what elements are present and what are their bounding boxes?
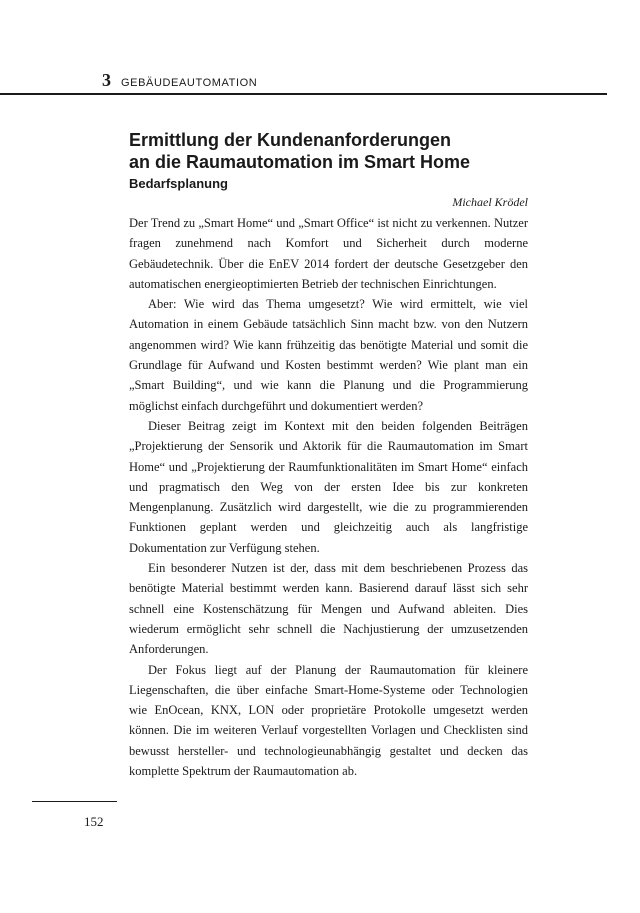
chapter-title: GEBÄUDEAUTOMATION xyxy=(121,77,258,89)
body-paragraph: Dieser Beitrag zeigt im Kontext mit den beiden folgenden Beiträgen „Projektierung der Sensorik und Aktorik für die Raumautomation im Smart Home“ und „Projektierung der Raumfunktionalitäten im Smart Home“ einfach und pragmatisch den Weg von der ersten Idee bis zur konkreten Mengenplanung. Zusätzlich wird dargestellt, wie die zu programmierenden Funktionen geplant werden und gleichzeitig auch als langfristige Dokumentation zur Verfügung stehen. xyxy=(129,418,528,555)
article-title-line-2: an die Raumautomation im Smart Home xyxy=(129,152,471,172)
footer-rule xyxy=(32,801,117,802)
article-body xyxy=(129,213,528,781)
body-paragraph: Ein besonderer Nutzen ist der, dass mit dem beschriebenen Prozess das benötigte Material bestimmt werden kann. Basierend darauf lässt sich sehr schnell eine Kostenschätzung für Mengen und Aufwand ableiten. Dies wiederum ermöglicht sehr schnell die Nachjustierung der umzusetzenden Anforderungen. xyxy=(129,561,528,657)
article-subtitle: Bedarfsplanung xyxy=(129,176,228,191)
body-paragraph: Der Trend zu „Smart Home“ und „Smart Office“ ist nicht zu verkennen. Nutzer fragen zunehmend nach Komfort und Sicherheit durch moderne Gebäudetechnik. Über die EnEV 2014 fordert der deutsche Gesetzgeber den automatischen energieoptimierten Betrieb der technischen Einrichtungen. xyxy=(129,216,528,291)
header-rule xyxy=(0,93,607,95)
page-number: 152 xyxy=(84,814,104,829)
running-header xyxy=(102,70,257,91)
article-title xyxy=(129,129,470,173)
body-paragraph: Der Fokus liegt auf der Planung der Raumautomation für kleinere Liegenschaften, die über einfache Smart-Home-Systeme oder Technologien wie EnOcean, KNX, LON oder proprietäre Protokolle umgesetzt werden können. Die im weiteren Verlauf vorgestellten Vorlagen und Checklisten sind bewusst hersteller- und technologieunabhängig gestaltet und decken das komplette Spektrum der Raumautomation ab. xyxy=(129,662,528,779)
article-title-line-1: Ermittlung der Kundenanforderungen xyxy=(129,130,451,150)
body-paragraph: Aber: Wie wird das Thema umgesetzt? Wie wird ermittelt, wie viel Automation in einem Gebäude tatsächlich Sinn macht bzw. von den Nutzern angenommen wird? Wie kann frühzeitig das benötigte Material und somit die Grundlage für Aufwand und Kosten bestimmt werden? Wie plant man ein „Smart Building“, und wie kann die Planung und die Programmierung möglichst einfach durchgeführt und dokumentiert werden? xyxy=(129,297,528,413)
author-name: Michael Krödel xyxy=(452,195,528,209)
chapter-number: 3 xyxy=(102,70,111,90)
